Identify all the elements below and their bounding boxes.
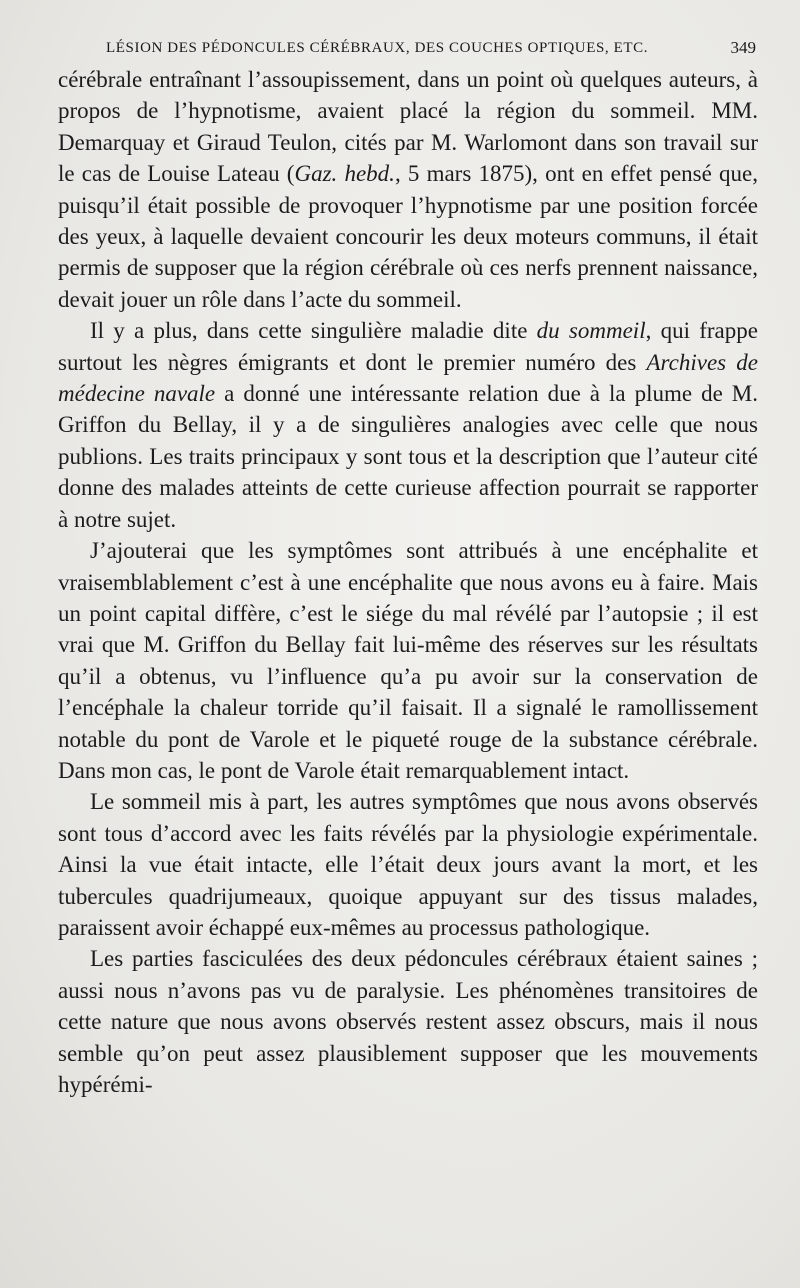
paragraph <box>58 315 758 535</box>
text-run: Les parties fasciculées des deux pédoncules cérébraux étaient saines ; aussi nous n’avons pas vu de paralysie. Les phénomènes transitoires de cette nature que nous avons observés restent assez obscurs, mais il nous semble qu’on peut assez plausiblement supposer que les mouvements hypérémi- <box>58 946 758 1097</box>
paragraph <box>58 64 758 315</box>
running-head <box>58 32 758 64</box>
text-run: a donné une intéressante relation due à la plume de M. Griffon du Bellay, il y a de singulières analogies avec celle que nous publions. Les traits principaux y sont tous et la description que l’auteur cité donne des malades atteints de cette curieuse affection pourrait se rapporter à notre sujet. <box>58 381 758 532</box>
text-run: J’ajouterai que les symptômes sont attribués à une encéphalite et vraisemblablement c’est à une encéphalite que nous avons eu à faire. Mais un point capital diffère, c’est le siége du mal révélé par l’autopsie ; il est vrai que M. Griffon du Bellay fait lui-même des réserves sur les résultats qu’il a obtenus, vu l’influence qu’a pu avoir sur la conservation de l’encéphale la chaleur torride qu’il faisait. Il a signalé le ramollissement notable du pont de Varole et le piqueté rouge de la substance cérébrale. Dans mon cas, le pont de Varole était remarquablement intact. <box>58 538 758 783</box>
running-title: LÉSION DES PÉDONCULES CÉRÉBRAUX, DES COUCHES OPTIQUES, ETC. <box>106 40 649 56</box>
paragraph <box>58 943 758 1100</box>
text-run: Le sommeil mis à part, les autres symptômes que nous avons observés sont tous d’accord avec les faits révélés par la physiologie expérimentale. Ainsi la vue était intacte, elle l’était deux jours avant la mort, et les tubercules quadrijumeaux, quoique appuyant sur des tissus malades, paraissent avoir échappé eux-mêmes au processus pathologique. <box>58 789 758 940</box>
paragraph <box>58 786 758 943</box>
text-run: Il y a plus, dans cette singulière maladie dite <box>90 318 537 344</box>
paragraph <box>58 535 758 786</box>
body-text <box>58 64 758 1100</box>
text-run: , 5 mars 1875), ont en effet pensé que, puisqu’il était possible de provoquer l’hypnotisme par une position forcée des yeux, à laquelle devaient concourir les deux moteurs communs, il était permis de supposer que la région cérébrale où ces nerfs prennent naissance, devait jouer un rôle dans l’acte du sommeil. <box>58 161 758 312</box>
italic-text: du sommeil <box>536 318 646 344</box>
italic-text: Archives de médecine navale <box>58 349 759 407</box>
page-number: 349 <box>730 38 756 57</box>
italic-text: Gaz. hebd. <box>294 161 395 187</box>
text-run: , qui frappe surtout les nègres émigrants et dont le premier numéro des <box>58 318 758 375</box>
text-run: cérébrale entraînant l’assoupissement, dans un point où quelques auteurs, à propos de l’hypnotisme, avaient placé la région du sommeil. MM. Demarquay et Giraud Teulon, cités par M. Warlomont dans son travail sur le cas de Louise Lateau ( <box>58 67 758 187</box>
